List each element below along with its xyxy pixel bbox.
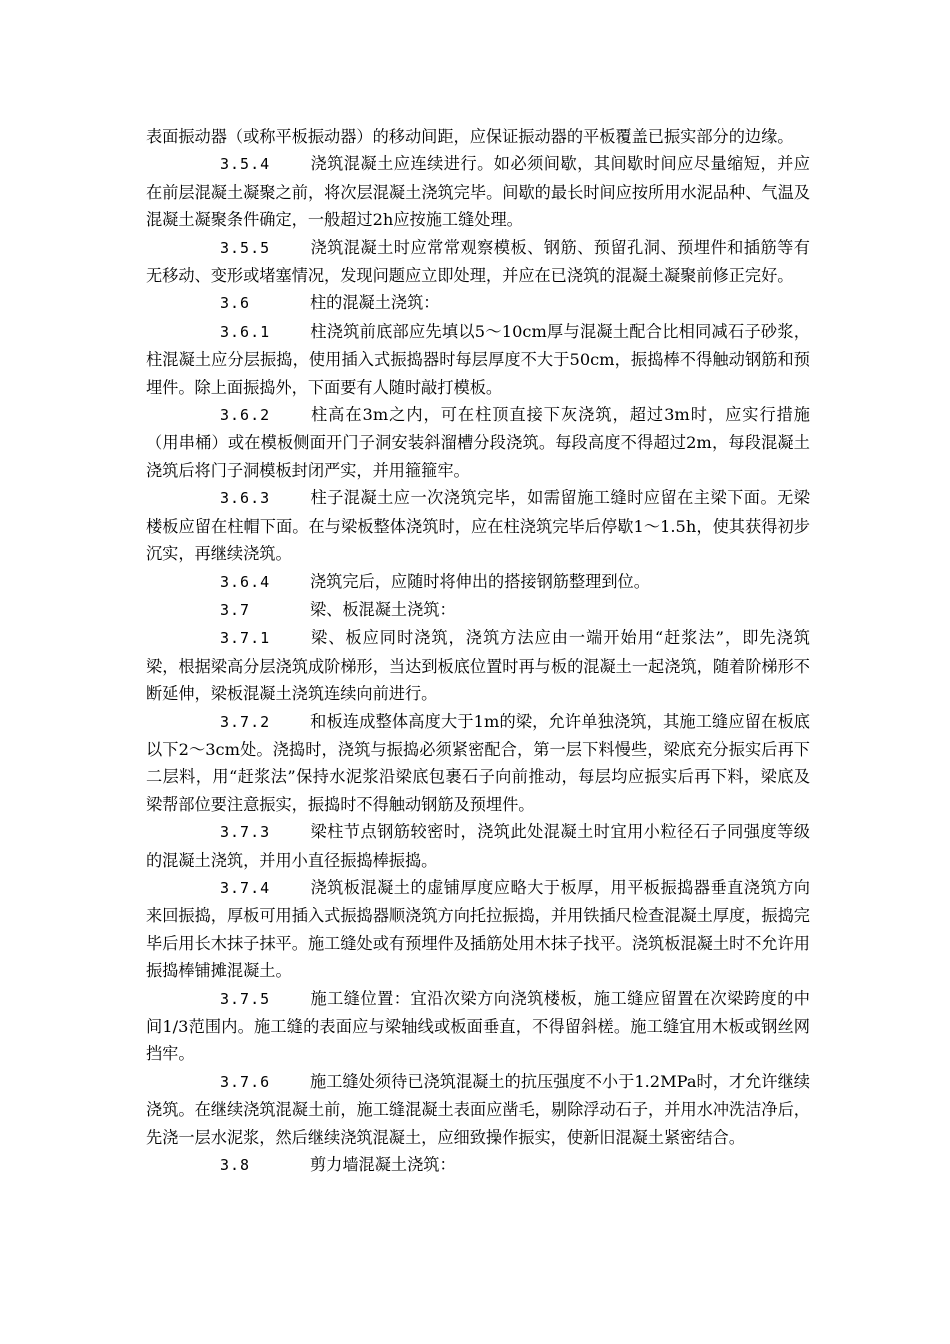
paragraph-3-7-5 — [146, 985, 810, 1068]
heading-3-8 — [146, 1151, 810, 1179]
document-body — [146, 123, 810, 1179]
paragraph-3-7-3 — [146, 818, 810, 874]
paragraph-3-5-4 — [146, 150, 810, 233]
paragraph-text: 梁柱节点钢筋较密时，浇筑此处混凝土时宜用小粒径石子同强度等级的混凝土浇筑，并用小直径振捣棒振捣。 — [146, 822, 810, 870]
paragraph-text: 柱浇筑前底部应先填以5～10cm厚与混凝土配合比相同减石子砂浆，柱混凝土应分层振捣，使用插入式振捣器时每层厚度不大于50cm，振捣棒不得触动钢筋和预埋件。除上面振捣外，下面要有人随时敲打模板。 — [146, 321, 810, 397]
paragraph-text: 施工缝位置：宜沿次梁方向浇筑楼板，施工缝应留置在次梁跨度的中间1/3范围内。施工缝的表面应与梁轴线或板面垂直，不得留斜槎。施工缝宜用木板或钢丝网挡牢。 — [146, 988, 810, 1064]
paragraph-text: 和板连成整体高度大于1m的梁，允许单独浇筑，其施工缝应留在板底以下2～3cm处。浇捣时，浇筑与振捣必须紧密配合，第一层下料慢些，梁底充分振实后再下二层料，用“赶浆法”保持水泥浆沿梁底包裹石子向前推动，每层均应振实后再下料，梁底及梁帮部位要注意振实，振捣时不得触动钢筋及预埋件。 — [146, 711, 810, 814]
paragraph-continued — [146, 123, 810, 150]
section-number: 3.6.4 — [220, 572, 271, 591]
paragraph-3-6-2 — [146, 401, 810, 484]
paragraph-text: 柱高在3m之内，可在柱顶直接下灰浇筑，超过3m时，应实行措施（用串桶）或在模板侧面开门子洞安装斜溜槽分段浇筑。每段高度不得超过2m，每段混凝土浇筑后将门子洞模板封闭严实，并用箍箍牢。 — [146, 405, 810, 480]
section-number: 3.7.2 — [220, 712, 271, 731]
section-number: 3.7 — [220, 600, 251, 619]
section-number: 3.6 — [220, 294, 251, 313]
paragraph-3-7-1 — [146, 624, 810, 707]
paragraph-text: 浇筑板混凝土的虚铺厚度应略大于板厚，用平板振捣器垂直浇筑方向来回振捣，厚板可用插入式振捣器顺浇筑方向托拉振捣，并用铁插尺检查混凝土厚度，振捣完毕后用长木抹子抹平。施工缝处或有预埋件及插筋处用木抹子找平。浇筑板混凝土时不允许用振捣棒铺摊混凝土。 — [146, 877, 810, 981]
paragraph-3-5-5 — [146, 234, 810, 290]
section-number: 3.7.4 — [220, 878, 271, 897]
paragraph-text: 浇筑混凝土应连续进行。如必须间歇，其间歇时间应尽量缩短，并应在前层混凝土凝聚之前，将次层混凝土浇筑完毕。间歇的最长时间应按所用水泥品种、气温及混凝土凝聚条件确定，一般超过2h应按施工缝处理。 — [146, 154, 810, 230]
paragraph-text: 柱子混凝土应一次浇筑完毕，如需留施工缝时应留在主梁下面。无梁楼板应留在柱帽下面。在与梁板整体浇筑时，应在柱浇筑完毕后停歇1～1.5h，使其获得初步沉实，再继续浇筑。 — [146, 488, 810, 564]
paragraph-text: 浇筑混凝土时应常常观察模板、钢筋、预留孔洞、预埋件和插筋等有无移动、变形或堵塞情况，发现问题应立即处理，并应在已浇筑的混凝土凝聚前修正完好。 — [146, 237, 810, 286]
section-number: 3.7.6 — [220, 1072, 271, 1091]
section-heading: 柱的混凝土浇筑： — [310, 293, 440, 313]
section-heading: 剪力墙混凝土浇筑： — [310, 1155, 456, 1175]
section-number: 3.5.5 — [220, 238, 271, 257]
paragraph-3-6-4 — [146, 568, 810, 596]
section-number: 3.7.1 — [220, 629, 271, 648]
section-number: 3.7.5 — [220, 989, 271, 1008]
section-number: 3.6.1 — [220, 322, 271, 341]
paragraph-3-7-6 — [146, 1068, 810, 1151]
paragraph-3-6-3 — [146, 484, 810, 567]
paragraph-text: 施工缝处须待已浇筑混凝土的抗压强度不小于1.2MPa时，才允许继续浇筑。在继续浇筑混凝土前，施工缝混凝土表面应凿毛，剔除浮动石子，并用水冲洗洁净后，先浇一层水泥浆，然后继续浇筑混凝土，应细致操作振实，使新旧混凝土紧密结合。 — [146, 1071, 810, 1147]
section-number: 3.8 — [220, 1156, 251, 1175]
paragraph-3-7-2 — [146, 708, 810, 819]
section-heading: 梁、板混凝土浇筑： — [310, 599, 456, 619]
paragraph-text: 梁、板应同时浇筑，浇筑方法应由一端开始用“赶浆法”，即先浇筑梁，根据梁高分层浇筑成阶梯形，当达到板底位置时再与板的混凝土一起浇筑，随着阶梯形不断延伸，梁板混凝土浇筑连续向前进行。 — [146, 628, 810, 704]
paragraph-text: 浇筑完后，应随时将伸出的搭接钢筋整理到位。 — [310, 571, 650, 591]
heading-3-7 — [146, 596, 810, 624]
paragraph-3-7-4 — [146, 874, 810, 985]
paragraph-text: 表面振动器（或称平板振动器）的移动间距，应保证振动器的平板覆盖已振实部分的边缘。 — [146, 127, 794, 146]
heading-3-6 — [146, 289, 810, 317]
paragraph-3-6-1 — [146, 318, 810, 401]
section-number: 3.6.2 — [220, 406, 271, 425]
section-number: 3.6.3 — [220, 489, 271, 508]
section-number: 3.7.3 — [220, 823, 271, 842]
section-number: 3.5.4 — [220, 155, 271, 174]
